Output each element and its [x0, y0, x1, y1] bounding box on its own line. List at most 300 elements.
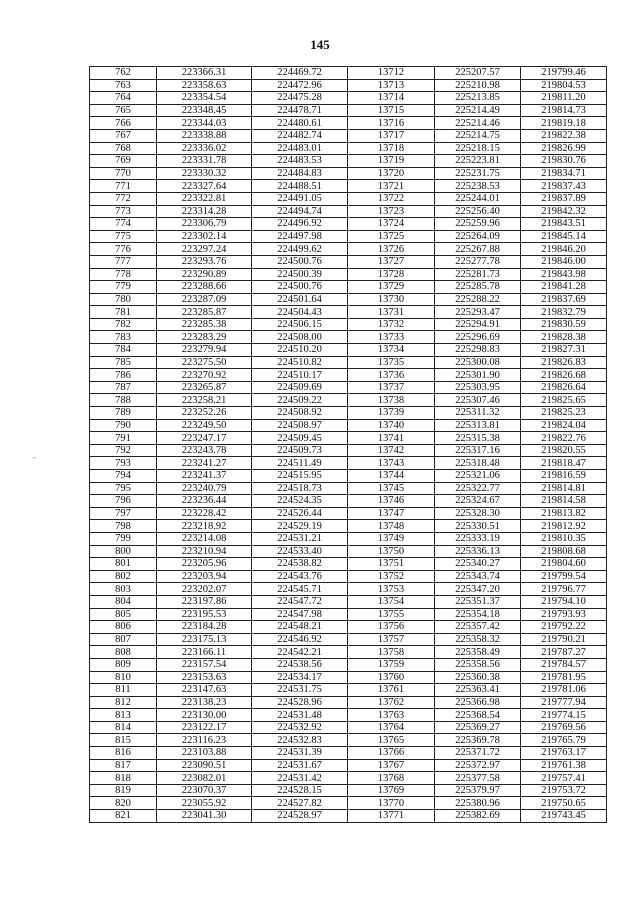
table-cell: 225293.47 [435, 306, 521, 319]
table-cell: 219825.65 [521, 394, 607, 407]
table-row [90, 344, 607, 357]
table-cell: 219818.47 [521, 457, 607, 470]
table-cell: 13730 [348, 293, 435, 306]
table-cell: 224529.19 [252, 520, 348, 533]
table-cell: 774 [90, 218, 157, 231]
table-cell: 225354.18 [435, 608, 521, 621]
table-cell: 223214.08 [157, 532, 252, 545]
table-cell: 769 [90, 155, 157, 168]
table-cell: 13717 [348, 129, 435, 142]
table-cell: 223041.30 [157, 810, 252, 823]
table-cell: 223338.88 [157, 129, 252, 142]
coordinates-table-body [90, 67, 607, 823]
table-cell: 224538.56 [252, 658, 348, 671]
table-cell: 805 [90, 608, 157, 621]
table-cell: 224547.98 [252, 608, 348, 621]
table-cell: 224508.92 [252, 407, 348, 420]
table-cell: 225244.01 [435, 192, 521, 205]
table-cell: 225363.41 [435, 684, 521, 697]
table-cell: 13763 [348, 709, 435, 722]
table-cell: 223195.53 [157, 608, 252, 621]
table-cell: 225360.38 [435, 671, 521, 684]
table-cell: 225357.42 [435, 621, 521, 634]
table-cell: 224548.21 [252, 621, 348, 634]
table-row [90, 671, 607, 684]
table-cell: 800 [90, 545, 157, 558]
table-cell: 219816.59 [521, 470, 607, 483]
table-cell: 224528.97 [252, 810, 348, 823]
table-row [90, 621, 607, 634]
table-row [90, 558, 607, 571]
table-cell: 225256.40 [435, 205, 521, 218]
table-cell: 225264.09 [435, 230, 521, 243]
table-cell: 225313.81 [435, 419, 521, 432]
table-cell: 13722 [348, 192, 435, 205]
table-cell: 219834.71 [521, 167, 607, 180]
table-cell: 224500.76 [252, 281, 348, 294]
table-row [90, 772, 607, 785]
table-cell: 224472.96 [252, 79, 348, 92]
table-cell: 219750.65 [521, 797, 607, 810]
table-cell: 219830.76 [521, 155, 607, 168]
table-row [90, 155, 607, 168]
table-row [90, 230, 607, 243]
table-cell: 13768 [348, 772, 435, 785]
table-cell: 814 [90, 721, 157, 734]
table-cell: 219846.00 [521, 255, 607, 268]
table-cell: 224497.98 [252, 230, 348, 243]
table-cell: 224515.95 [252, 470, 348, 483]
table-cell: 223175.13 [157, 633, 252, 646]
table-cell: 224496.92 [252, 218, 348, 231]
table-cell: 766 [90, 117, 157, 130]
table-cell: 13740 [348, 419, 435, 432]
table-cell: 13747 [348, 507, 435, 520]
table-cell: 224545.71 [252, 583, 348, 596]
table-cell: 224524.35 [252, 495, 348, 508]
table-cell: 13767 [348, 759, 435, 772]
table-cell: 768 [90, 142, 157, 155]
table-cell: 796 [90, 495, 157, 508]
table-cell: 223279.94 [157, 344, 252, 357]
table-cell: 224531.75 [252, 684, 348, 697]
table-row [90, 810, 607, 823]
table-row [90, 192, 607, 205]
table-row [90, 520, 607, 533]
table-cell: 225207.57 [435, 67, 521, 80]
table-cell: 223082.01 [157, 772, 252, 785]
table-cell: 219794.10 [521, 595, 607, 608]
table-cell: 767 [90, 129, 157, 142]
table-cell: 13771 [348, 810, 435, 823]
table-cell: 811 [90, 684, 157, 697]
table-cell: 224509.22 [252, 394, 348, 407]
table-cell: 13765 [348, 734, 435, 747]
table-cell: 219765.79 [521, 734, 607, 747]
table-cell: 802 [90, 570, 157, 583]
table-row [90, 684, 607, 697]
table-cell: 224469.72 [252, 67, 348, 80]
table-cell: 819 [90, 784, 157, 797]
table-cell: 223210.94 [157, 545, 252, 558]
table-cell: 223283.29 [157, 331, 252, 344]
table-cell: 224518.73 [252, 482, 348, 495]
table-cell: 225223.81 [435, 155, 521, 168]
table-cell: 13746 [348, 495, 435, 508]
table-cell: 224509.73 [252, 444, 348, 457]
table-cell: 225214.49 [435, 104, 521, 117]
table-cell: 225301.90 [435, 369, 521, 382]
table-cell: 219781.95 [521, 671, 607, 684]
table-cell: 219827.31 [521, 344, 607, 357]
table-cell: 223218.92 [157, 520, 252, 533]
table-row [90, 583, 607, 596]
table-cell: 790 [90, 419, 157, 432]
table-cell: 223285.38 [157, 318, 252, 331]
table-cell: 224511.49 [252, 457, 348, 470]
table-cell: 13748 [348, 520, 435, 533]
table-row [90, 255, 607, 268]
table-cell: 219841.28 [521, 281, 607, 294]
table-cell: 225303.95 [435, 381, 521, 394]
table-cell: 223293.76 [157, 255, 252, 268]
table-cell: 782 [90, 318, 157, 331]
table-cell: 13727 [348, 255, 435, 268]
table-cell: 13725 [348, 230, 435, 243]
table-cell: 13745 [348, 482, 435, 495]
table-row [90, 293, 607, 306]
table-cell: 219837.43 [521, 180, 607, 193]
table-cell: 219820.55 [521, 444, 607, 457]
table-cell: 224501.64 [252, 293, 348, 306]
table-cell: 219843.51 [521, 218, 607, 231]
table-cell: 224531.48 [252, 709, 348, 722]
table-cell: 219830.59 [521, 318, 607, 331]
page-number: 145 [310, 37, 330, 52]
table-cell: 13715 [348, 104, 435, 117]
table-cell: 219787.27 [521, 646, 607, 659]
table-cell: 224484.83 [252, 167, 348, 180]
table-row [90, 507, 607, 520]
table-row [90, 747, 607, 760]
table-cell: 219808.68 [521, 545, 607, 558]
table-cell: 224538.82 [252, 558, 348, 571]
table-cell: 224532.83 [252, 734, 348, 747]
table-row [90, 381, 607, 394]
table-row [90, 457, 607, 470]
table-cell: 223116.23 [157, 734, 252, 747]
table-cell: 225288.22 [435, 293, 521, 306]
table-cell: 224528.15 [252, 784, 348, 797]
table-cell: 13742 [348, 444, 435, 457]
table-cell: 225328.30 [435, 507, 521, 520]
table-cell: 219842.32 [521, 205, 607, 218]
table-row [90, 79, 607, 92]
table-cell: 225347.20 [435, 583, 521, 596]
table-cell: 224528.96 [252, 696, 348, 709]
table-cell: 219826.68 [521, 369, 607, 382]
table-cell: 225267.88 [435, 243, 521, 256]
table-cell: 225333.19 [435, 532, 521, 545]
table-row [90, 734, 607, 747]
table-cell: 13713 [348, 79, 435, 92]
table-cell: 225321.06 [435, 470, 521, 483]
table-cell: 786 [90, 369, 157, 382]
table-cell: 13726 [348, 243, 435, 256]
table-cell: 785 [90, 356, 157, 369]
table-cell: 223070.37 [157, 784, 252, 797]
table-row [90, 759, 607, 772]
table-cell: 777 [90, 255, 157, 268]
table-cell: 783 [90, 331, 157, 344]
table-row [90, 545, 607, 558]
table-row [90, 432, 607, 445]
table-cell: 13712 [348, 67, 435, 80]
table-cell: 219784.57 [521, 658, 607, 671]
table-cell: 225343.74 [435, 570, 521, 583]
table-cell: 13754 [348, 595, 435, 608]
table-cell: 219822.76 [521, 432, 607, 445]
table-row [90, 721, 607, 734]
table-cell: 225351.37 [435, 595, 521, 608]
table-cell: 223344.03 [157, 117, 252, 130]
table-row [90, 482, 607, 495]
table-cell: 13734 [348, 344, 435, 357]
table-cell: 803 [90, 583, 157, 596]
table-cell: 219763.17 [521, 747, 607, 760]
table-cell: 808 [90, 646, 157, 659]
table-row [90, 67, 607, 80]
table-cell: 224483.53 [252, 155, 348, 168]
table-cell: 223297.24 [157, 243, 252, 256]
table-cell: 223205.96 [157, 558, 252, 571]
table-cell: 223270.92 [157, 369, 252, 382]
table-row [90, 394, 607, 407]
table-cell: 798 [90, 520, 157, 533]
table-cell: 223331.78 [157, 155, 252, 168]
table-cell: 795 [90, 482, 157, 495]
table-cell: 13756 [348, 621, 435, 634]
table-cell: 787 [90, 381, 157, 394]
table-cell: 806 [90, 621, 157, 634]
table-cell: 225340.27 [435, 558, 521, 571]
table-row [90, 407, 607, 420]
table-cell: 223055.92 [157, 797, 252, 810]
table-cell: 223265.87 [157, 381, 252, 394]
table-row [90, 532, 607, 545]
table-cell: 224508.00 [252, 331, 348, 344]
table-row [90, 633, 607, 646]
table-cell: 223241.37 [157, 470, 252, 483]
table-cell: 223130.00 [157, 709, 252, 722]
table-cell: 13750 [348, 545, 435, 558]
table-cell: 219826.83 [521, 356, 607, 369]
table-cell: 219822.38 [521, 129, 607, 142]
table-cell: 219814.58 [521, 495, 607, 508]
table-cell: 219824.04 [521, 419, 607, 432]
table-cell: 224547.72 [252, 595, 348, 608]
table-row [90, 167, 607, 180]
table-cell: 224499.62 [252, 243, 348, 256]
table-row [90, 658, 607, 671]
table-cell: 219812.92 [521, 520, 607, 533]
table-cell: 223290.89 [157, 268, 252, 281]
table-cell: 223090.51 [157, 759, 252, 772]
table-cell: 224546.92 [252, 633, 348, 646]
table-cell: 225231.75 [435, 167, 521, 180]
table-cell: 223287.09 [157, 293, 252, 306]
table-cell: 781 [90, 306, 157, 319]
table-cell: 792 [90, 444, 157, 457]
table-row [90, 318, 607, 331]
table-cell: 791 [90, 432, 157, 445]
table-cell: 13718 [348, 142, 435, 155]
table-cell: 13731 [348, 306, 435, 319]
table-cell: 223288.66 [157, 281, 252, 294]
table-cell: 219814.73 [521, 104, 607, 117]
table-cell: 225372.97 [435, 759, 521, 772]
table-cell: 13728 [348, 268, 435, 281]
table-row [90, 129, 607, 142]
table-cell: 219826.99 [521, 142, 607, 155]
table-cell: 223122.17 [157, 721, 252, 734]
table-row [90, 104, 607, 117]
table-cell: 219774.15 [521, 709, 607, 722]
table-cell: 223243.78 [157, 444, 252, 457]
table-cell: 225371.72 [435, 747, 521, 760]
table-cell: 223241.27 [157, 457, 252, 470]
table-cell: 13724 [348, 218, 435, 231]
table-cell: 225210.98 [435, 79, 521, 92]
table-cell: 223166.11 [157, 646, 252, 659]
table-cell: 224482.74 [252, 129, 348, 142]
table-row [90, 444, 607, 457]
table-cell: 13766 [348, 747, 435, 760]
table-cell: 223184.28 [157, 621, 252, 634]
table-cell: 225330.51 [435, 520, 521, 533]
table-row [90, 696, 607, 709]
table-cell: 224478.71 [252, 104, 348, 117]
table-cell: 224533.40 [252, 545, 348, 558]
table-cell: 219814.81 [521, 482, 607, 495]
table-cell: 224531.42 [252, 772, 348, 785]
table-cell: 223236.44 [157, 495, 252, 508]
table-cell: 225358.32 [435, 633, 521, 646]
table-cell: 225285.78 [435, 281, 521, 294]
table-cell: 223247.17 [157, 432, 252, 445]
table-row [90, 608, 607, 621]
table-cell: 789 [90, 407, 157, 420]
table-cell: 13770 [348, 797, 435, 810]
table-cell: 219837.69 [521, 293, 607, 306]
table-cell: 219846.20 [521, 243, 607, 256]
table-cell: 219799.46 [521, 67, 607, 80]
table-cell: 223302.14 [157, 230, 252, 243]
table-cell: 224480.61 [252, 117, 348, 130]
table-cell: 780 [90, 293, 157, 306]
table-cell: 809 [90, 658, 157, 671]
table-cell: 223147.63 [157, 684, 252, 697]
table-row [90, 180, 607, 193]
table-cell: 225366.98 [435, 696, 521, 709]
table-row [90, 470, 607, 483]
table-cell: 223138.23 [157, 696, 252, 709]
table-cell: 225259.96 [435, 218, 521, 231]
table-cell: 225318.48 [435, 457, 521, 470]
table-cell: 219769.56 [521, 721, 607, 734]
table-cell: 225296.69 [435, 331, 521, 344]
table-cell: 224531.21 [252, 532, 348, 545]
table-cell: 13738 [348, 394, 435, 407]
table-cell: 219843.98 [521, 268, 607, 281]
table-cell: 225369.27 [435, 721, 521, 734]
table-cell: 816 [90, 747, 157, 760]
table-cell: 219799.54 [521, 570, 607, 583]
stray-mark: - [33, 452, 36, 462]
table-cell: 818 [90, 772, 157, 785]
table-cell: 225300.08 [435, 356, 521, 369]
table-cell: 813 [90, 709, 157, 722]
table-cell: 223153.63 [157, 671, 252, 684]
table-cell: 223330.32 [157, 167, 252, 180]
table-row [90, 218, 607, 231]
table-cell: 224526.44 [252, 507, 348, 520]
table-cell: 225213.85 [435, 92, 521, 105]
table-cell: 224542.21 [252, 646, 348, 659]
table-cell: 225368.54 [435, 709, 521, 722]
table-cell: 225311.32 [435, 407, 521, 420]
table-row [90, 784, 607, 797]
table-cell: 225277.78 [435, 255, 521, 268]
table-cell: 219792.22 [521, 621, 607, 634]
table-cell: 812 [90, 696, 157, 709]
table-cell: 225369.78 [435, 734, 521, 747]
table-cell: 219790.21 [521, 633, 607, 646]
table-row [90, 595, 607, 608]
table-cell: 223285.87 [157, 306, 252, 319]
table-cell: 821 [90, 810, 157, 823]
table-cell: 224491.05 [252, 192, 348, 205]
table-cell: 219777.94 [521, 696, 607, 709]
table-cell: 219819.18 [521, 117, 607, 130]
table-row [90, 495, 607, 508]
table-cell: 225336.13 [435, 545, 521, 558]
table-cell: 224509.45 [252, 432, 348, 445]
table-cell: 224506.15 [252, 318, 348, 331]
table-cell: 13758 [348, 646, 435, 659]
table-cell: 223327.64 [157, 180, 252, 193]
table-cell: 13721 [348, 180, 435, 193]
table-cell: 13743 [348, 457, 435, 470]
table-row [90, 797, 607, 810]
table-row [90, 419, 607, 432]
table-cell: 225298.83 [435, 344, 521, 357]
table-cell: 13716 [348, 117, 435, 130]
table-cell: 223197.86 [157, 595, 252, 608]
table-cell: 225315.38 [435, 432, 521, 445]
table-cell: 225358.56 [435, 658, 521, 671]
table-cell: 13761 [348, 684, 435, 697]
table-cell: 225324.67 [435, 495, 521, 508]
table-cell: 223314.28 [157, 205, 252, 218]
table-cell: 225218.15 [435, 142, 521, 155]
table-cell: 225294.91 [435, 318, 521, 331]
table-cell: 224500.76 [252, 255, 348, 268]
table-cell: 224531.67 [252, 759, 348, 772]
table-cell: 224475.28 [252, 92, 348, 105]
table-cell: 772 [90, 192, 157, 205]
table-cell: 13732 [348, 318, 435, 331]
